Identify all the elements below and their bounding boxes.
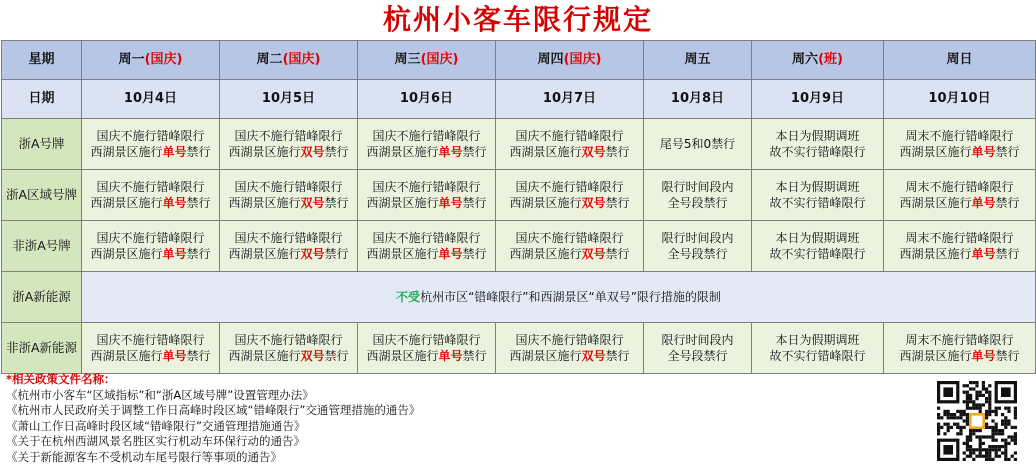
rule-line-1: 国庆不施行错峰限行: [96, 333, 205, 347]
rule-line-2-text: 西湖景区施行: [228, 145, 301, 159]
rule-line-2-text: 西湖景区施行: [90, 196, 163, 210]
rule-line-1: 国庆不施行错峰限行: [515, 180, 624, 194]
rule-cell: [358, 170, 496, 221]
rule-line-1: 周末不施行错峰限行: [905, 180, 1014, 194]
weekday-label: 星期: [2, 41, 82, 80]
new-energy-row: [2, 272, 1036, 323]
rule-line-2: [228, 348, 348, 364]
rule-line-1: 国庆不施行错峰限行: [234, 333, 343, 347]
weekday-tag: (国庆): [282, 52, 321, 67]
rule-plate-parity: 双号: [581, 349, 606, 363]
rule-line-1: 国庆不施行错峰限行: [515, 129, 624, 143]
rule-plate-parity: 单号: [971, 145, 996, 159]
rule-line-2: [228, 195, 348, 211]
date-row: [2, 80, 1036, 119]
rule-line-2: [667, 246, 727, 262]
date-cell: 10月5日: [220, 80, 358, 119]
rule-cell: [644, 221, 752, 272]
rule-line-2: [90, 246, 210, 262]
weekday-name: 周五: [684, 52, 711, 67]
rule-text: [644, 332, 751, 364]
rule-plate-parity: 单号: [438, 196, 463, 210]
rule-line-2: [899, 195, 1019, 211]
rule-line-1: 国庆不施行错峰限行: [96, 129, 205, 143]
date-cell: 10月7日: [496, 80, 644, 119]
plate-row: [2, 170, 1036, 221]
rule-text: [644, 136, 751, 152]
rule-line-1: 限行时间段内: [661, 333, 734, 347]
rule-cell: [884, 119, 1036, 170]
rule-line-2-text: 西湖景区施行: [899, 247, 972, 261]
rule-plate-parity: 双号: [581, 247, 606, 261]
rule-cell: [884, 221, 1036, 272]
rule-text: [82, 230, 219, 262]
weekday-tag: (国庆): [420, 52, 459, 67]
rule-line-2-text: 西湖景区施行: [90, 349, 163, 363]
rule-text: [358, 230, 495, 262]
rule-line-2-text: 西湖景区施行: [90, 145, 163, 159]
rule-line-2: [90, 195, 210, 211]
rule-plate-parity: 单号: [971, 196, 996, 210]
plate-type-label: 非浙A号牌: [2, 221, 82, 272]
rule-line-2: [366, 195, 486, 211]
rule-text: [752, 128, 883, 160]
rule-line-2: [366, 144, 486, 160]
rule-line-1: 本日为假期调班: [775, 231, 860, 245]
policy-doc-item: 《杭州市小客车“区域指标”和“浙A区域号牌”设置管理办法》: [6, 387, 314, 402]
rule-line-2-suffix: 禁行: [186, 196, 211, 210]
rule-text: [358, 128, 495, 160]
rule-line-2-text: 故不实行错峰限行: [769, 247, 866, 261]
date-cell: 10月4日: [82, 80, 220, 119]
rule-line-2: [667, 348, 727, 364]
weekday-name: 周三: [394, 52, 421, 67]
plate-row: [2, 323, 1036, 374]
weekday-row: [2, 41, 1036, 80]
rule-text: [496, 128, 643, 160]
rule-plate-parity: 单号: [971, 349, 996, 363]
weekday-name: 周日: [946, 52, 973, 67]
rule-text: [752, 179, 883, 211]
rule-line-2-suffix: 禁行: [605, 145, 630, 159]
rule-line-2: [769, 246, 865, 262]
rule-cell: [358, 221, 496, 272]
rule-line-1: 国庆不施行错峰限行: [234, 129, 343, 143]
weekday-header: [358, 41, 496, 80]
rule-line-2: [509, 144, 629, 160]
rule-line-2: [228, 144, 348, 160]
rule-line-1: 本日为假期调班: [775, 180, 860, 194]
rule-line-1: 国庆不施行错峰限行: [372, 129, 481, 143]
rule-text: [644, 230, 751, 262]
rule-line-2-suffix: 禁行: [605, 247, 630, 261]
rule-line-2-suffix: 禁行: [605, 196, 630, 210]
rule-line-1: 国庆不施行错峰限行: [515, 333, 624, 347]
rule-line-2: [899, 348, 1019, 364]
rule-line-2-suffix: 禁行: [605, 349, 630, 363]
rule-line-2-text: 西湖景区施行: [228, 247, 301, 261]
date-cell: 10月6日: [358, 80, 496, 119]
rule-text: [496, 179, 643, 211]
rule-line-1: 国庆不施行错峰限行: [515, 231, 624, 245]
policy-doc-list: [6, 388, 420, 466]
rule-line-2-text: 西湖景区施行: [899, 196, 972, 210]
rule-text: [220, 230, 357, 262]
rule-line-2-text: 西湖景区施行: [90, 247, 163, 261]
rule-line-2: [90, 144, 210, 160]
rule-line-2-text: 西湖景区施行: [366, 349, 439, 363]
rule-plate-parity: 单号: [162, 196, 187, 210]
rule-line-2-suffix: 禁行: [995, 349, 1020, 363]
date-label: 日期: [2, 80, 82, 119]
rule-plate-parity: 双号: [300, 196, 325, 210]
rule-text: [82, 128, 219, 160]
rule-line-2-text: 西湖景区施行: [509, 349, 582, 363]
rule-line-1: 国庆不施行错峰限行: [96, 180, 205, 194]
rule-line-2-suffix: 禁行: [995, 145, 1020, 159]
rule-line-2-text: 西湖景区施行: [366, 196, 439, 210]
rule-cell: [358, 323, 496, 374]
rule-cell: [644, 323, 752, 374]
plate-type-label: 浙A新能源: [2, 272, 82, 323]
rule-line-2: [899, 246, 1019, 262]
rule-line-2: [899, 144, 1019, 160]
rule-cell: [496, 170, 644, 221]
rule-cell: [644, 170, 752, 221]
rule-line-2-suffix: 禁行: [462, 145, 487, 159]
rule-cell: [496, 323, 644, 374]
rule-line-1: 国庆不施行错峰限行: [372, 180, 481, 194]
rule-line-2-suffix: 禁行: [186, 145, 211, 159]
rule-plate-parity: 单号: [971, 247, 996, 261]
rule-line-2-text: 西湖景区施行: [509, 196, 582, 210]
date-cell: 10月8日: [644, 80, 752, 119]
plate-row: [2, 119, 1036, 170]
exempt-word: 不受: [396, 290, 421, 304]
weekday-tag: (班): [818, 52, 843, 67]
rule-line-2-suffix: 禁行: [462, 349, 487, 363]
rule-line-2-text: 故不实行错峰限行: [769, 196, 866, 210]
policy-doc-item: 《关于在杭州西湖风景名胜区实行机动车环保行动的通告》: [6, 434, 305, 448]
rule-line-2: [769, 195, 865, 211]
rule-line-2-text: 西湖景区施行: [366, 247, 439, 261]
rule-line-2-suffix: 禁行: [186, 349, 211, 363]
rule-line-2-text: 故不实行错峰限行: [769, 145, 866, 159]
rule-text: [358, 332, 495, 364]
rule-plate-parity: 双号: [300, 247, 325, 261]
rule-text: [884, 128, 1035, 160]
date-cell: 10月10日: [884, 80, 1036, 119]
rule-line-2-suffix: 禁行: [462, 196, 487, 210]
rule-line-2-text: 西湖景区施行: [366, 145, 439, 159]
rule-line-2-text: 故不实行错峰限行: [769, 349, 866, 363]
rule-line-1: 国庆不施行错峰限行: [372, 333, 481, 347]
weekday-tag: (国庆): [144, 52, 183, 67]
rule-line-2-suffix: 禁行: [995, 247, 1020, 261]
rule-plate-parity: 单号: [438, 145, 463, 159]
rule-text: [220, 179, 357, 211]
rule-plate-parity: 单号: [438, 349, 463, 363]
rule-cell: [220, 170, 358, 221]
rule-line-2-text: 全号段禁行: [667, 247, 728, 261]
rule-line-2: [509, 246, 629, 262]
rule-plate-parity: 双号: [581, 145, 606, 159]
rule-line-2-suffix: 禁行: [324, 349, 349, 363]
rule-cell: [358, 119, 496, 170]
weekday-name: 周二: [256, 52, 283, 67]
plate-type-label: 非浙A新能源: [2, 323, 82, 374]
rule-text: [220, 332, 357, 364]
rule-line-2: [366, 246, 486, 262]
new-energy-notice: [82, 272, 1036, 323]
plate-type-label: 浙A号牌: [2, 119, 82, 170]
rule-cell: [220, 221, 358, 272]
policy-footer: [6, 372, 420, 465]
rule-line-1: 本日为假期调班: [775, 129, 860, 143]
weekday-header: [644, 41, 752, 80]
policy-doc-item: 《关于新能源客车不受机动车尾号限行等事项的通告》: [6, 449, 282, 464]
rule-plate-parity: 双号: [581, 196, 606, 210]
rule-line-2-suffix: 禁行: [324, 145, 349, 159]
rule-text: [82, 179, 219, 211]
rule-cell: [220, 323, 358, 374]
page-title: 杭州小客车限行规定: [382, 3, 653, 36]
rule-line-2: [769, 348, 865, 364]
rule-cell: [884, 170, 1036, 221]
rule-cell: [82, 170, 220, 221]
rule-cell: [82, 119, 220, 170]
qr-code-icon: [934, 380, 1020, 462]
rule-line-2: [509, 195, 629, 211]
rule-cell: [752, 119, 884, 170]
weekday-name: 周一: [118, 52, 145, 67]
rule-line-2-text: 西湖景区施行: [228, 349, 301, 363]
weekday-name: 周四: [537, 52, 564, 67]
rule-line-2-suffix: 禁行: [186, 247, 211, 261]
rule-plate-parity: 双号: [300, 145, 325, 159]
rule-cell: [752, 170, 884, 221]
rule-line-1: 本日为假期调班: [775, 333, 860, 347]
rule-cell: [82, 221, 220, 272]
rule-line-1: 限行时间段内: [661, 180, 734, 194]
weekday-header: [752, 41, 884, 80]
rule-line-2: [769, 144, 865, 160]
rule-line-2: [228, 246, 348, 262]
rule-plate-parity: 单号: [162, 145, 187, 159]
policy-doc-item: 《萧山工作日高峰时段区域“错峰限行”交通管理措施通告》: [6, 418, 306, 433]
rule-line-2: [667, 195, 727, 211]
rule-cell: [884, 323, 1036, 374]
rule-line-2-text: 西湖景区施行: [509, 145, 582, 159]
rule-line-1: 周末不施行错峰限行: [905, 231, 1014, 245]
rule-plate-parity: 双号: [300, 349, 325, 363]
rule-line-1: 国庆不施行错峰限行: [96, 231, 205, 245]
rule-text: [644, 179, 751, 211]
rule-line-1: 尾号5和0禁行: [659, 137, 736, 151]
rule-line-2: [366, 348, 486, 364]
exempt-text: 杭州市区“错峰限行”和西湖景区“单双号”限行措施的限制: [420, 290, 721, 304]
rule-line-2-text: 全号段禁行: [667, 196, 728, 210]
rule-line-1: 国庆不施行错峰限行: [234, 180, 343, 194]
plate-type-label: 浙A区域号牌: [2, 170, 82, 221]
rule-line-2: [509, 348, 629, 364]
rule-line-2-suffix: 禁行: [995, 196, 1020, 210]
rule-plate-parity: 单号: [162, 349, 187, 363]
restriction-table: [1, 40, 1036, 374]
rule-cell: [752, 221, 884, 272]
rule-line-1: 周末不施行错峰限行: [905, 333, 1014, 347]
rule-line-1: 国庆不施行错峰限行: [372, 231, 481, 245]
rule-text: [884, 230, 1035, 262]
rule-line-1: 国庆不施行错峰限行: [234, 231, 343, 245]
rule-text: [220, 128, 357, 160]
rule-cell: [496, 221, 644, 272]
rule-line-1: 周末不施行错峰限行: [905, 129, 1014, 143]
rule-line-1: 限行时间段内: [661, 231, 734, 245]
date-cell: 10月9日: [752, 80, 884, 119]
plate-row: [2, 221, 1036, 272]
rule-text: [496, 332, 643, 364]
rule-cell: [82, 323, 220, 374]
rule-cell: [220, 119, 358, 170]
rule-line-2: [90, 348, 210, 364]
weekday-header: [220, 41, 358, 80]
rule-cell: [644, 119, 752, 170]
rule-line-2-text: 西湖景区施行: [899, 145, 972, 159]
rule-plate-parity: 单号: [438, 247, 463, 261]
rule-text: [82, 332, 219, 364]
rule-line-2-suffix: 禁行: [462, 247, 487, 261]
rule-text: [496, 230, 643, 262]
weekday-header: [496, 41, 644, 80]
rule-text: [752, 230, 883, 262]
rule-text: [884, 332, 1035, 364]
weekday-header: [884, 41, 1036, 80]
rule-line-2-text: 西湖景区施行: [899, 349, 972, 363]
weekday-header: [82, 41, 220, 80]
rule-cell: [752, 323, 884, 374]
rule-cell: [496, 119, 644, 170]
rule-text: [752, 332, 883, 364]
rule-line-2-text: 全号段禁行: [667, 349, 728, 363]
rule-line-2-suffix: 禁行: [324, 247, 349, 261]
rule-text: [884, 179, 1035, 211]
rule-plate-parity: 单号: [162, 247, 187, 261]
weekday-name: 周六: [792, 52, 819, 67]
policy-doc-item: 《杭州市人民政府关于调整工作日高峰时段区域“错峰限行”交通管理措施的通告》: [6, 403, 421, 417]
rule-line-2-text: 西湖景区施行: [509, 247, 582, 261]
policy-heading: *相关政策文件名称：: [6, 372, 116, 386]
rule-line-2-text: 西湖景区施行: [228, 196, 301, 210]
rule-text: [358, 179, 495, 211]
rule-line-2-suffix: 禁行: [324, 196, 349, 210]
weekday-tag: (国庆): [563, 52, 602, 67]
